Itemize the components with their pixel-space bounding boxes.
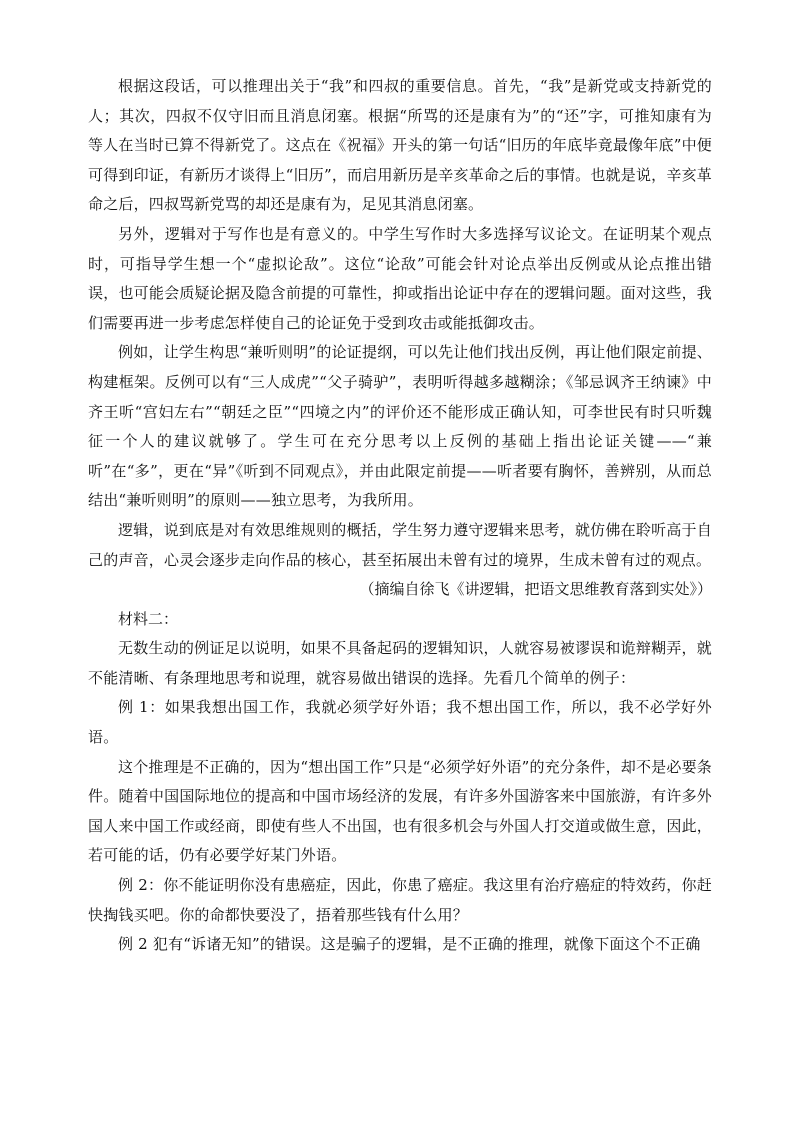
material-heading: 材料二：	[118, 609, 179, 628]
paragraph: 根据这段话，可以推理出关于“我”和四叔的重要信息。首先，“我”是新党或支持新党的人；其次，四叔不仅守旧而且消息闭塞。根据“所骂的还是康有为”的“还”字，可推知康有为等人在当时已算不得新党了。这点在《祝福》开头的第一句话“旧历的年底毕竟最像年底”中便可得到印证，有新历才谈得上“旧历”，而启用新历是辛亥革命之后的事情。也就是说，辛亥革命之后，四叔骂新党骂的却还是康有为，足见其消息闭塞。	[88, 77, 712, 214]
source-citation: （摘编自徐飞《讲逻辑，把语文思维教育落到实处》）	[359, 580, 712, 599]
paragraph: 无数生动的例证足以说明，如果不具备起码的逻辑知识，人就容易被谬误和诡辩糊弄，就不能清晰、有条理地思考和说理，就容易做出错误的选择。先看几个简单的例子：	[88, 639, 712, 687]
paragraph: 例 2 犯有“诉诸无知”的错误。这是骗子的逻辑，是不正确的推理，就像下面这个不正确	[118, 935, 701, 954]
paragraph: 逻辑，说到底是对有效思维规则的概括，学生努力遵守逻辑来思考，就仿佛在聆听高于自己的声音，心灵会逐步走向作品的核心，甚至拓展出未曾有过的境界，生成未曾有过的观点。	[88, 520, 712, 569]
paragraph: 另外，逻辑对于写作也是有意义的。中学生写作时大多选择写议论文。在证明某个观点时，可指导学生想一个“虚拟论敌”。这位“论敌”可能会针对论点举出反例或从论点推出错误，也可能会质疑论据及隐含前提的可靠性，抑或指出论证中存在的逻辑问题。面对这些，我们需要再进一步考虑怎样使自己的论证免于受到攻击或能抵御攻击。	[88, 224, 712, 332]
paragraph: 例 2：你不能证明你没有患癌症，因此，你患了癌症。我这里有治疗癌症的特效药，你赶快掏钱买吧。你的命都快要没了，捂着那些钱有什么用？	[88, 876, 712, 924]
paragraph: 这个推理是不正确的，因为“想出国工作”只是“必须学好外语”的充分条件，却不是必要条件。随着中国国际地位的提高和中国市场经济的发展，有许多外国游客来中国旅游，有许多外国人来中国工作或经商，即使有些人不出国，也有很多机会与外国人打交道或做生意，因此，若可能的话，仍有必要学好某门外语。	[88, 757, 712, 865]
paragraph: 例 1：如果我想出国工作，我就必须学好外语；我不想出国工作，所以，我不必学好外语。	[88, 698, 712, 747]
paragraph: 例如，让学生构思“兼听则明”的论证提纲，可以先让他们找出反例，再让他们限定前提、构建框架。反例可以有“三人成虎”“父子骑驴”，表明听得越多越糊涂；《邹忌讽齐王纳谏》中齐王听“宫妇左右”“朝廷之臣”“四境之内”的评价还不能形成正确认知，可李世民有时只听魏征一个人的建议就够了。学生可在充分思考以上反例的基础上指出论证关键——“兼听”在“多”，更在“异”《听到不同观点》，并由此限定前提——听者要有胸怀，善辨别，从而总结出“兼听则明”的原则——独立思考，为我所用。	[88, 343, 712, 510]
